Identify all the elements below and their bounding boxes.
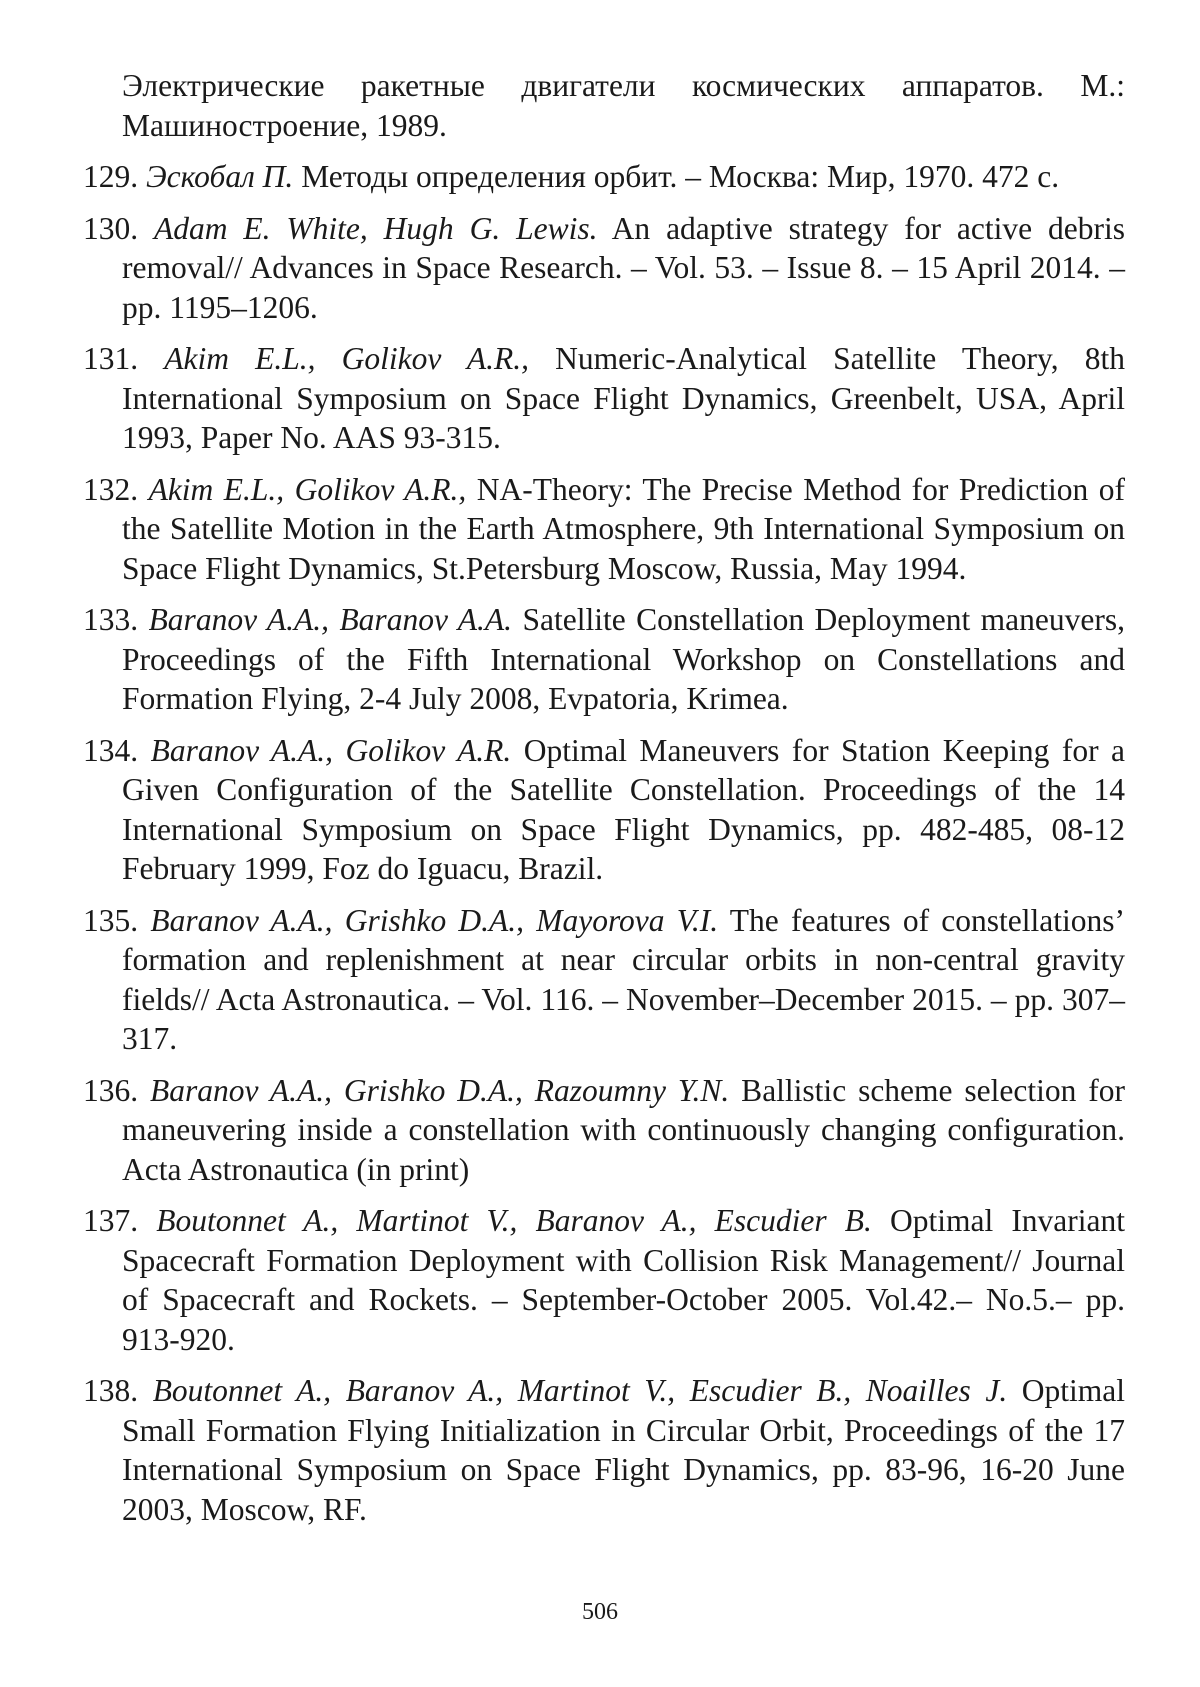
reference-number: 138. — [83, 1373, 139, 1408]
reference-number: 135. — [83, 902, 139, 938]
reference-entry-130 — [83, 209, 1125, 328]
reference-number: 136. — [83, 1072, 139, 1108]
reference-number: 133. — [83, 602, 139, 637]
reference-entry-132 — [83, 470, 1125, 589]
reference-text: Ballistic scheme selection for maneuvering inside a constellation with continuously changing configuration. Acta Astronautica (in print) — [122, 1072, 1126, 1187]
reference-text: An adaptive strategy for active debris removal// Advances in Space Research. – Vol. 53. – Issue 8. – 15 April 2014. – pp. 1195–1206. — [122, 210, 1125, 325]
reference-number: 131. — [83, 341, 139, 376]
reference-authors: Baranov A.A., Golikov A.R. — [150, 732, 512, 768]
page-number: 506 — [582, 1599, 618, 1625]
reference-authors: Boutonnet A., Martinot V., Baranov A., Escudier B. — [156, 1203, 872, 1238]
bibliography-list — [83, 66, 1125, 1541]
reference-entry-138 — [83, 1371, 1125, 1529]
reference-authors: Baranov A.A., Grishko D.A., Mayorova V.I. — [150, 902, 719, 938]
reference-authors: Baranov A.A., Baranov A.A. — [148, 602, 513, 637]
reference-text: The features of constellations’ formation and replenishment at near circular orbits in non-central gravity fields// Acta Astronautica. – Vol. 116. – November–December 2015. – pp. 307–317. — [122, 902, 1125, 1056]
continued-reference-text: Электрические ракетные двигатели космических аппаратов. М.: Машиностроение, 1989. — [122, 68, 1125, 143]
reference-entry-134 — [83, 731, 1125, 889]
reference-entry-137 — [83, 1201, 1125, 1359]
reference-entry-131 — [83, 339, 1125, 458]
reference-entry-129 — [83, 157, 1125, 197]
reference-authors: Akim E.L., Golikov A.R., — [148, 471, 467, 507]
reference-text: Optimal Small Formation Flying Initialization in Circular Orbit, Proceedings of the 17 International Symposium on Space Flight Dynamics, pp. 83-96, 16-20 June 2003, Moscow, RF. — [122, 1373, 1126, 1527]
reference-text: Optimal Maneuvers for Station Keeping for a Given Configuration of the Satellite Constellation. Proceedings of the 14 International Symposium on Space Flight Dynamics, pp. 482-485, 08-12 February 1999, Foz do Iguacu, Brazil. — [122, 732, 1125, 886]
reference-text: Satellite Constellation Deployment maneuvers, Proceedings of the Fifth International Workshop on Constellations and Formation Flying, 2-4 July 2008, Evpatoria, Krimea. — [122, 602, 1126, 716]
reference-number: 130. — [83, 210, 139, 246]
reference-number: 129. — [83, 159, 139, 194]
reference-text: Методы определения орбит. – Москва: Мир, 1970. 472 с. — [293, 159, 1060, 194]
reference-number: 137. — [83, 1203, 139, 1238]
reference-number: 134. — [83, 732, 139, 768]
reference-entry-133 — [83, 600, 1125, 719]
reference-text: NA-Theory: The Precise Method for Prediction of the Satellite Motion in the Earth Atmosphere, 9th International Symposium on Space Flight Dynamics, St.Petersburg Moscow, Russia, May 1994. — [122, 471, 1125, 586]
reference-number: 132. — [83, 471, 139, 507]
reference-authors: Baranov A.A., Grishko D.A., Razoumny Y.N. — [150, 1072, 730, 1108]
reference-text: Optimal Invariant Spacecraft Formation Deployment with Collision Risk Management// Journal of Spacecraft and Rockets. – September-October 2005. Vol.42.– No.5.– pp. 913-920. — [122, 1203, 1126, 1357]
reference-authors: Adam E. White, Hugh G. Lewis. — [154, 210, 598, 246]
reference-authors: Akim E.L., Golikov A.R., — [164, 341, 529, 376]
reference-authors: Boutonnet A., Baranov A., Martinot V., Escudier B., Noailles J. — [152, 1373, 1008, 1408]
reference-text: Numeric-Analytical Satellite Theory, 8th International Symposium on Space Flight Dynamics, Greenbelt, USA, April 1993, Paper No. AAS 93-315. — [122, 341, 1125, 455]
reference-entry-135 — [83, 901, 1125, 1059]
reference-entry-136 — [83, 1071, 1125, 1190]
reference-authors: Эскобал П. — [146, 159, 294, 194]
